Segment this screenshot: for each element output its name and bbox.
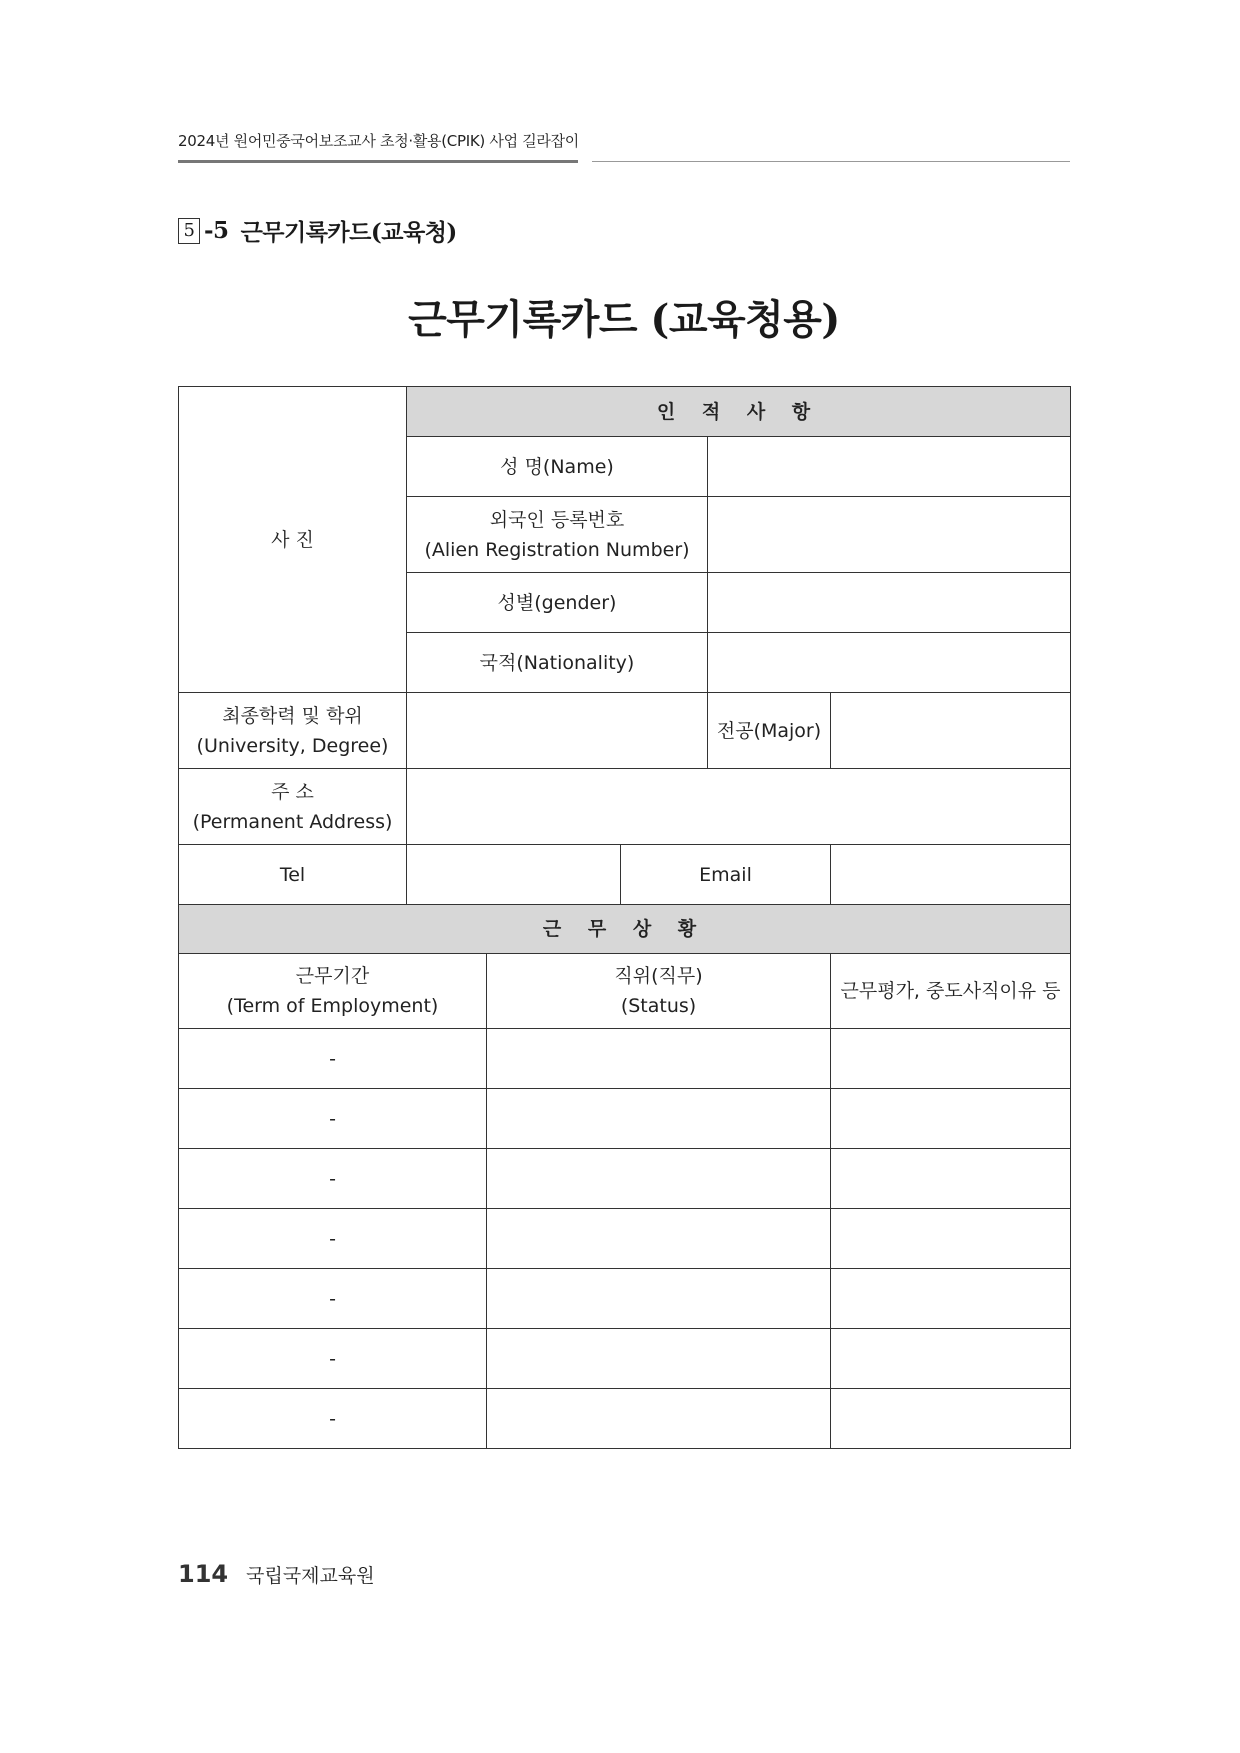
- status-field[interactable]: [487, 1089, 831, 1149]
- address-label-en: (Permanent Address): [192, 810, 393, 833]
- term-field[interactable]: -: [179, 1149, 487, 1209]
- evaluation-field[interactable]: [831, 1209, 1071, 1269]
- major-label: 전공(Major): [708, 693, 831, 769]
- header-rule-thick: [178, 160, 578, 163]
- evaluation-field[interactable]: [831, 1089, 1071, 1149]
- evaluation-column-header: 근무평가, 중도사직이유 등: [831, 954, 1071, 1029]
- status-header-en: (Status): [620, 995, 697, 1017]
- section-number-box: 5: [178, 218, 200, 244]
- arn-label-en: (Alien Registration Number): [424, 538, 690, 561]
- term-field[interactable]: -: [179, 1329, 487, 1389]
- status-field[interactable]: [487, 1269, 831, 1329]
- status-field[interactable]: [487, 1029, 831, 1089]
- status-field[interactable]: [487, 1149, 831, 1209]
- gender-label: 성별(gender): [407, 573, 708, 633]
- tel-label: Tel: [179, 845, 407, 905]
- address-label: [179, 769, 407, 845]
- email-label: Email: [621, 845, 831, 905]
- status-header-ko: 직위(직무): [614, 965, 703, 987]
- arn-label: [407, 497, 708, 573]
- address-label-ko: 주 소: [271, 780, 314, 803]
- section-title-text: 근무기록카드(교육청): [240, 219, 457, 246]
- status-column-header: [487, 954, 831, 1029]
- employment-row: [179, 1389, 1071, 1449]
- arn-label-ko: 외국인 등록번호: [489, 508, 625, 531]
- term-header-ko: 근무기간: [295, 965, 370, 987]
- work-record-form: [178, 386, 1071, 1449]
- employment-row: [179, 1149, 1071, 1209]
- education-field[interactable]: [407, 693, 708, 769]
- evaluation-field[interactable]: [831, 1029, 1071, 1089]
- email-field[interactable]: [831, 845, 1071, 905]
- term-field[interactable]: -: [179, 1089, 487, 1149]
- photo-cell[interactable]: 사 진: [179, 387, 407, 693]
- employment-row: [179, 1089, 1071, 1149]
- running-header: 2024년 원어민중국어보조교사 초청·활용(CPIK) 사업 길라잡이: [178, 132, 579, 150]
- education-label-en: (University, Degree): [196, 734, 389, 757]
- employment-row: [179, 1269, 1071, 1329]
- status-field[interactable]: [487, 1329, 831, 1389]
- employment-header: 근 무 상 황: [179, 905, 1071, 954]
- nationality-field[interactable]: [708, 633, 1071, 693]
- personal-info-header: 인 적 사 항: [407, 387, 1071, 437]
- status-field[interactable]: [487, 1389, 831, 1449]
- evaluation-field[interactable]: [831, 1149, 1071, 1209]
- name-label: 성 명(Name): [407, 437, 708, 497]
- term-field[interactable]: -: [179, 1389, 487, 1449]
- employment-row: [179, 1209, 1071, 1269]
- evaluation-field[interactable]: [831, 1389, 1071, 1449]
- major-field[interactable]: [831, 693, 1071, 769]
- education-label-ko: 최종학력 및 학위: [222, 704, 363, 727]
- gender-field[interactable]: [708, 573, 1071, 633]
- page-number: 114: [178, 1560, 229, 1588]
- employment-row: [179, 1029, 1071, 1089]
- term-header-en: (Term of Employment): [226, 995, 439, 1017]
- section-title: [178, 214, 457, 247]
- section-number-suffix: -5: [204, 217, 229, 244]
- nationality-label: 국적(Nationality): [407, 633, 708, 693]
- header-rule-thin: [592, 161, 1070, 162]
- organization-name: 국립국제교육원: [246, 1565, 375, 1587]
- status-field[interactable]: [487, 1209, 831, 1269]
- address-field[interactable]: [407, 769, 1071, 845]
- document-title: 근무기록카드 (교육청용): [408, 296, 840, 343]
- employment-row: [179, 1329, 1071, 1389]
- term-field[interactable]: -: [179, 1029, 487, 1089]
- term-column-header: [179, 954, 487, 1029]
- page-footer: [178, 1560, 375, 1588]
- education-label: [179, 693, 407, 769]
- term-field[interactable]: -: [179, 1269, 487, 1329]
- name-field[interactable]: [708, 437, 1071, 497]
- tel-field[interactable]: [407, 845, 621, 905]
- evaluation-field[interactable]: [831, 1329, 1071, 1389]
- term-field[interactable]: -: [179, 1209, 487, 1269]
- evaluation-field[interactable]: [831, 1269, 1071, 1329]
- arn-field[interactable]: [708, 497, 1071, 573]
